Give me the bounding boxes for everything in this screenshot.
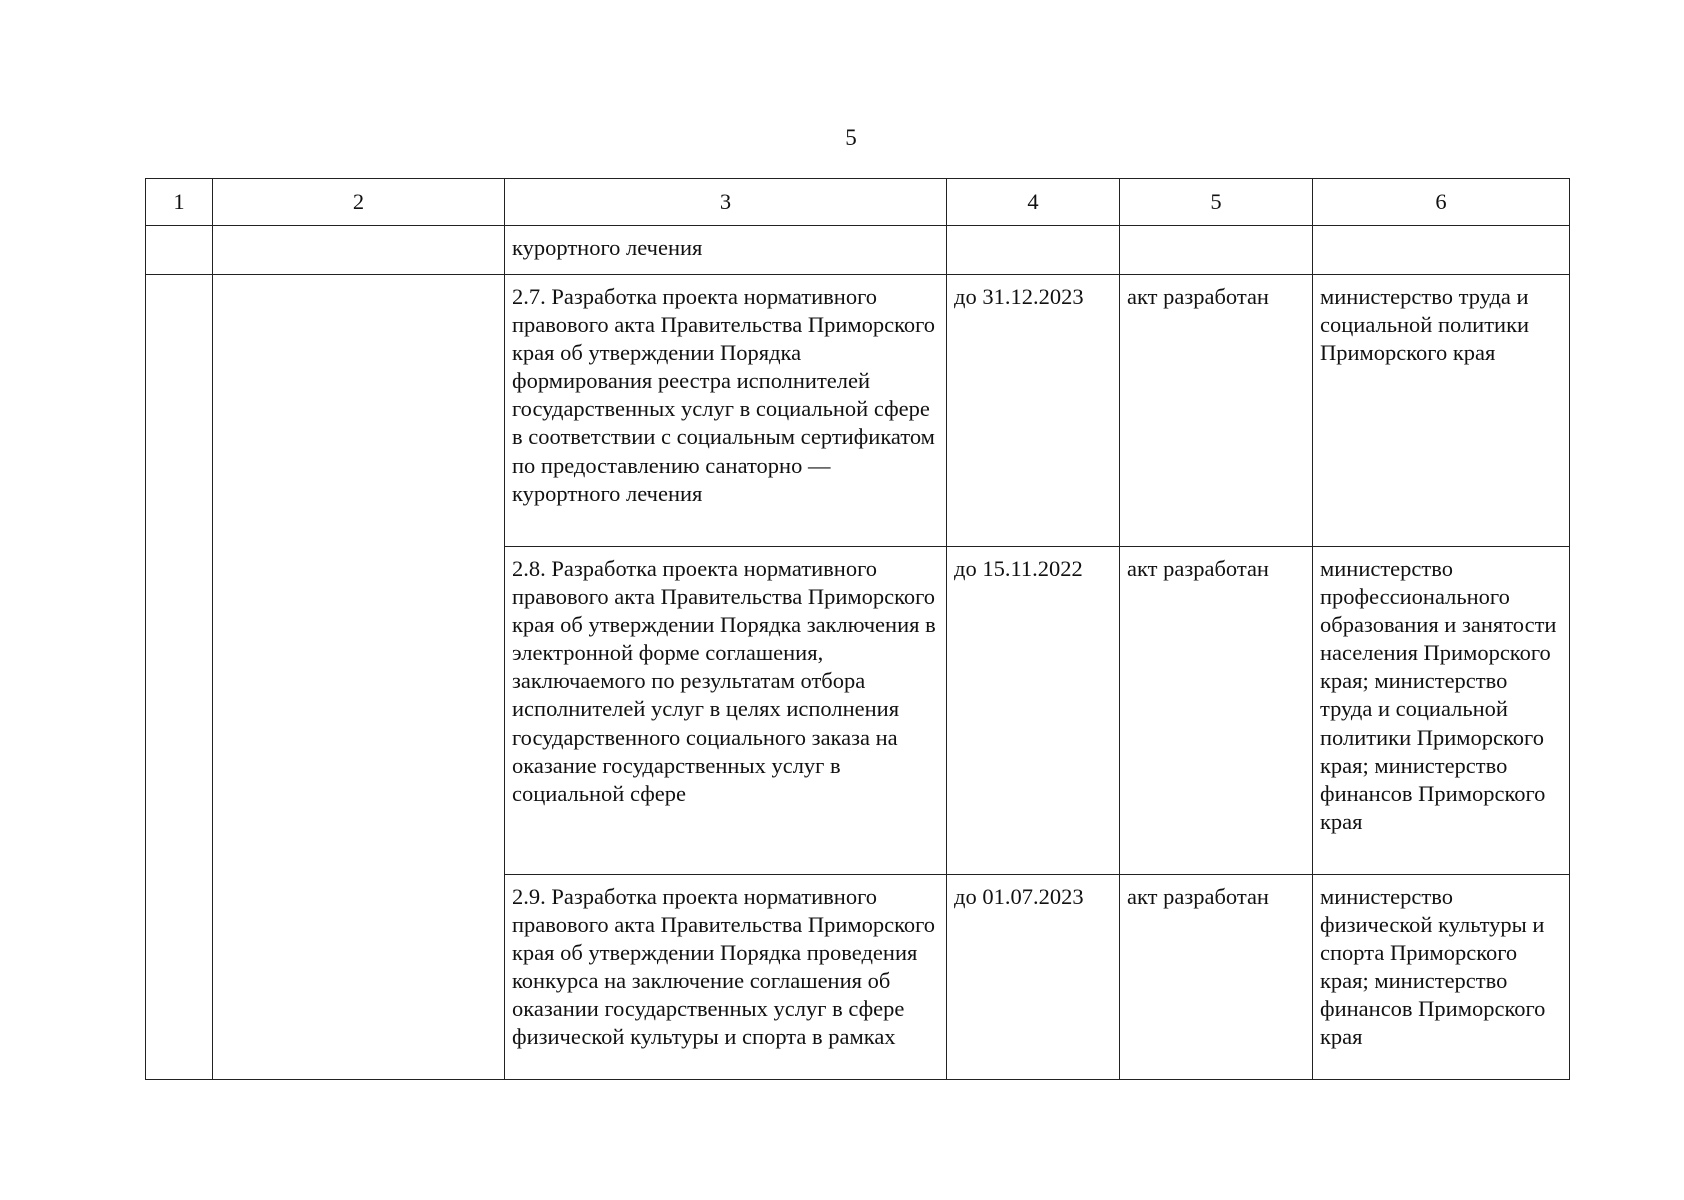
measure-text: 2.8. Разработка проекта нормативного правового акта Правительства Приморского края об утверждении Порядка заключения в электронной форме соглашения, заключаемого по результатам отбора исполнителей услуг в целях исполнения государственного социального заказа на оказание государственных услуг в социальной сфере (505, 547, 947, 875)
column-header-2: 2 (213, 179, 505, 226)
deadline: до 15.11.2022 (947, 547, 1120, 875)
empty-cell (1120, 226, 1313, 275)
table-row (146, 275, 1570, 547)
measure-text: 2.7. Разработка проекта нормативного правового акта Правительства Приморского края об утверждении Порядка формирования реестра исполнителей государственных услуг в социальной сфере в соответствии с социальным сертификатом по предоставлению санаторно — курортного лечения (505, 275, 947, 547)
empty-cell (1313, 226, 1570, 275)
measure-text-continued: курортного лечения (505, 226, 947, 275)
deadline: до 01.07.2023 (947, 875, 1120, 1080)
table-header-row (146, 179, 1570, 226)
column-header-5: 5 (1120, 179, 1313, 226)
deadline: до 31.12.2023 (947, 275, 1120, 547)
empty-cell (146, 226, 213, 275)
column-header-1: 1 (146, 179, 213, 226)
expected-result: акт разработан (1120, 875, 1313, 1080)
empty-cell (146, 275, 213, 1080)
empty-cell (947, 226, 1120, 275)
column-header-6: 6 (1313, 179, 1570, 226)
empty-cell (213, 275, 505, 1080)
responsible-executor: министерство труда и социальной политики Приморского края (1313, 275, 1570, 547)
page-number: 5 (845, 125, 857, 150)
measure-text: 2.9. Разработка проекта нормативного правового акта Правительства Приморского края об утверждении Порядка проведения конкурса на заключение соглашения об оказании государственных услуг в сфере физической культуры и спорта в рамках (505, 875, 947, 1080)
responsible-executor: министерство профессионального образования и занятости населения Приморского края; министерство труда и социальной политики Приморского края; министерство финансов Приморского края (1313, 547, 1570, 875)
plan-table (145, 178, 1570, 1080)
expected-result: акт разработан (1120, 275, 1313, 547)
expected-result: акт разработан (1120, 547, 1313, 875)
table-row-continued (146, 226, 1570, 275)
column-header-3: 3 (505, 179, 947, 226)
responsible-executor: министерство физической культуры и спорта Приморского края; министерство финансов Приморского края (1313, 875, 1570, 1080)
empty-cell (213, 226, 505, 275)
column-header-4: 4 (947, 179, 1120, 226)
